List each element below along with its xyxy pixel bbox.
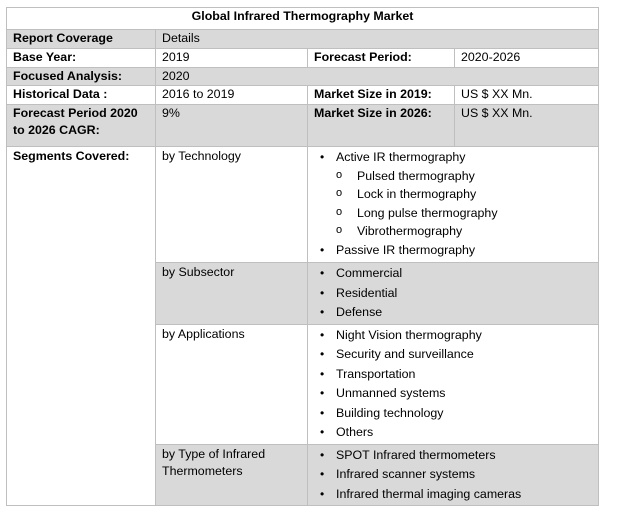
segment-technology-row: [7, 147, 599, 263]
subsector-label: by Subsector: [156, 263, 308, 325]
list-item: o Lock in thermography: [314, 185, 592, 204]
technology-list-passive: [314, 241, 592, 261]
historical-value: 2016 to 2019: [156, 86, 308, 105]
type-list: [314, 446, 592, 505]
forecast-period-label: Forecast Period:: [308, 49, 455, 68]
market-report-table: [6, 7, 599, 506]
type-label: by Type of Infrared Thermometers: [156, 444, 308, 506]
list-item: • Building technology: [314, 404, 592, 424]
applications-list-cell: [308, 324, 599, 444]
type-list-cell: [308, 444, 599, 506]
applications-list: [314, 326, 592, 443]
segments-label: Segments Covered:: [7, 147, 156, 506]
technology-label: by Technology: [156, 147, 308, 263]
base-year-label: Base Year:: [7, 49, 156, 68]
coverage-label: Report Coverage: [7, 30, 156, 49]
list-item: o Vibrothermography: [314, 222, 592, 241]
list-item: • Infrared scanner systems: [314, 465, 592, 485]
title-row: [7, 8, 599, 30]
focused-value: 2020: [156, 68, 599, 86]
list-item: o Pulsed thermography: [314, 167, 592, 186]
base-year-value: 2019: [156, 49, 308, 68]
cagr-label: Forecast Period 2020 to 2026 CAGR:: [7, 105, 156, 147]
cagr-value: 9%: [156, 105, 308, 147]
market-size-2019-label: Market Size in 2019:: [308, 86, 455, 105]
base-year-row: [7, 49, 599, 68]
focused-row: [7, 68, 599, 86]
market-size-2026-label: Market Size in 2026:: [308, 105, 455, 147]
list-item: • Commercial: [314, 264, 592, 284]
market-size-2026-value: US $ XX Mn.: [455, 105, 599, 147]
table-title: Global Infrared Thermography Market: [7, 8, 599, 30]
list-item: • Passive IR thermography: [314, 241, 592, 261]
focused-label: Focused Analysis:: [7, 68, 156, 86]
list-item: • SPOT Infrared thermometers: [314, 446, 592, 466]
forecast-period-value: 2020-2026: [455, 49, 599, 68]
subsector-list-cell: [308, 263, 599, 325]
list-item: • Active IR thermography: [314, 148, 592, 167]
list-item: • Defense: [314, 303, 592, 323]
market-size-2019-value: US $ XX Mn.: [455, 86, 599, 105]
list-item: • Transportation: [314, 365, 592, 385]
technology-list: [314, 148, 592, 167]
list-item: • Security and surveillance: [314, 345, 592, 365]
subsector-list: [314, 264, 592, 323]
list-item: • Unmanned systems: [314, 384, 592, 404]
list-item: • Infrared thermal imaging cameras: [314, 485, 592, 505]
historical-row: [7, 86, 599, 105]
list-item: • Residential: [314, 284, 592, 304]
list-item: • Night Vision thermography: [314, 326, 592, 346]
coverage-row: [7, 30, 599, 49]
technology-list-cell: [308, 147, 599, 263]
list-item: • Others: [314, 423, 592, 443]
cagr-row: [7, 105, 599, 147]
coverage-value: Details: [156, 30, 599, 49]
active-sub-list: [314, 167, 592, 241]
list-item: o Long pulse thermography: [314, 204, 592, 223]
historical-label: Historical Data :: [7, 86, 156, 105]
applications-label: by Applications: [156, 324, 308, 444]
